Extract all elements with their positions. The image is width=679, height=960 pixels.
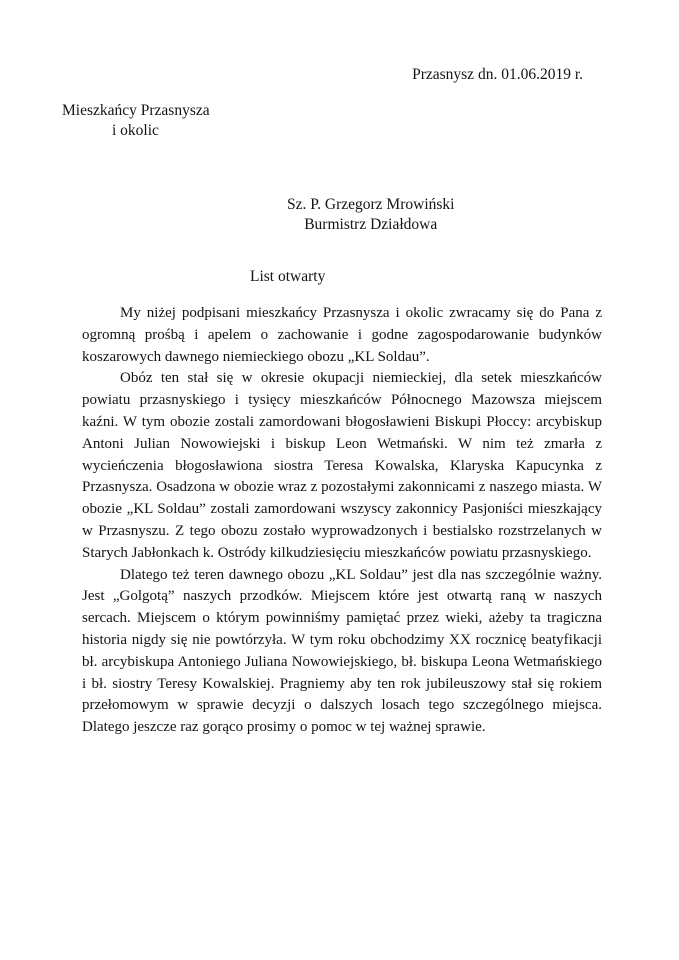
recipient-title: Burmistrz Działdowa [304, 216, 438, 233]
letter-title: List otwarty [250, 268, 326, 285]
body-paragraph-3: Dlatego też teren dawnego obozu „KL Soldau” jest dla nas szczególnie ważny. Jest „Golgotą” naszych przodków. Miejscem które jest otwartą raną w naszych sercach. Miejscem o którym powinniśmy pamiętać przez wieki, ażeby ta tragiczna historia nigdy się nie powtórzyła. W tym roku obchodzimy XX rocznicę beatyfikacji bł. arcybiskupa Antoniego Juliana Nowowiejskiego, bł. biskupa Leona Wetmańskiego i bł. siostry Teresy Kowalskiej. Pragniemy aby ten rok jubileuszowy stał się rokiem przełomowym w sprawie decyzji o dalszych losach tego szczególnego miejsca. Dlatego jeszcze raz gorąco prosimy o pomoc w tej ważnej sprawie. [82, 566, 602, 736]
body-paragraph-1: My niżej podpisani mieszkańcy Przasnysza i okolic zwracamy się do Pana z ogromną prośbą i apelem o zachowanie i godne zagospodarowanie budynków koszarowych dawnego niemieckiego obozu „KL Soldau”. [82, 305, 602, 365]
recipient-block [287, 195, 454, 235]
letter-date: Przasnysz dn. 01.06.2019 r. [412, 66, 583, 83]
sender-line-1: Mieszkańcy Przasnysza [62, 102, 210, 119]
sender-line-2: i okolic [112, 122, 159, 139]
body-paragraph-2: Obóz ten stał się w okresie okupacji niemieckiej, dla setek mieszkańców powiatu przasnyskiego i tysięcy mieszkańców Północnego Mazowsza miejscem kaźni. W tym obozie zostali zamordowani błogosławieni Biskupi Płoccy: arcybiskup Antoni Julian Nowowiejski i biskup Leon Wetmański. W nim też zmarła z wycieńczenia błogosławiona siostra Teresa Kowalska, Klaryska Kapucynka z Przasnysza. Osadzona w obozie wraz z pozostałymi zakonnicami z naszego miasta. W obozie „KL Soldau” zostali zamordowani wszyscy zakonnicy Pasjoniści mieszkający w Przasnyszu. Z tego obozu zostało wyprowadzonych i bestialsko rozstrzelanych w Starych Jabłonkach k. Ostródy kilkudziesięciu mieszkańców powiatu przasnyskiego. [82, 370, 602, 561]
letter-body [82, 303, 602, 739]
recipient-name: Sz. P. Grzegorz Mrowiński [287, 196, 455, 213]
sender-block [62, 101, 210, 141]
